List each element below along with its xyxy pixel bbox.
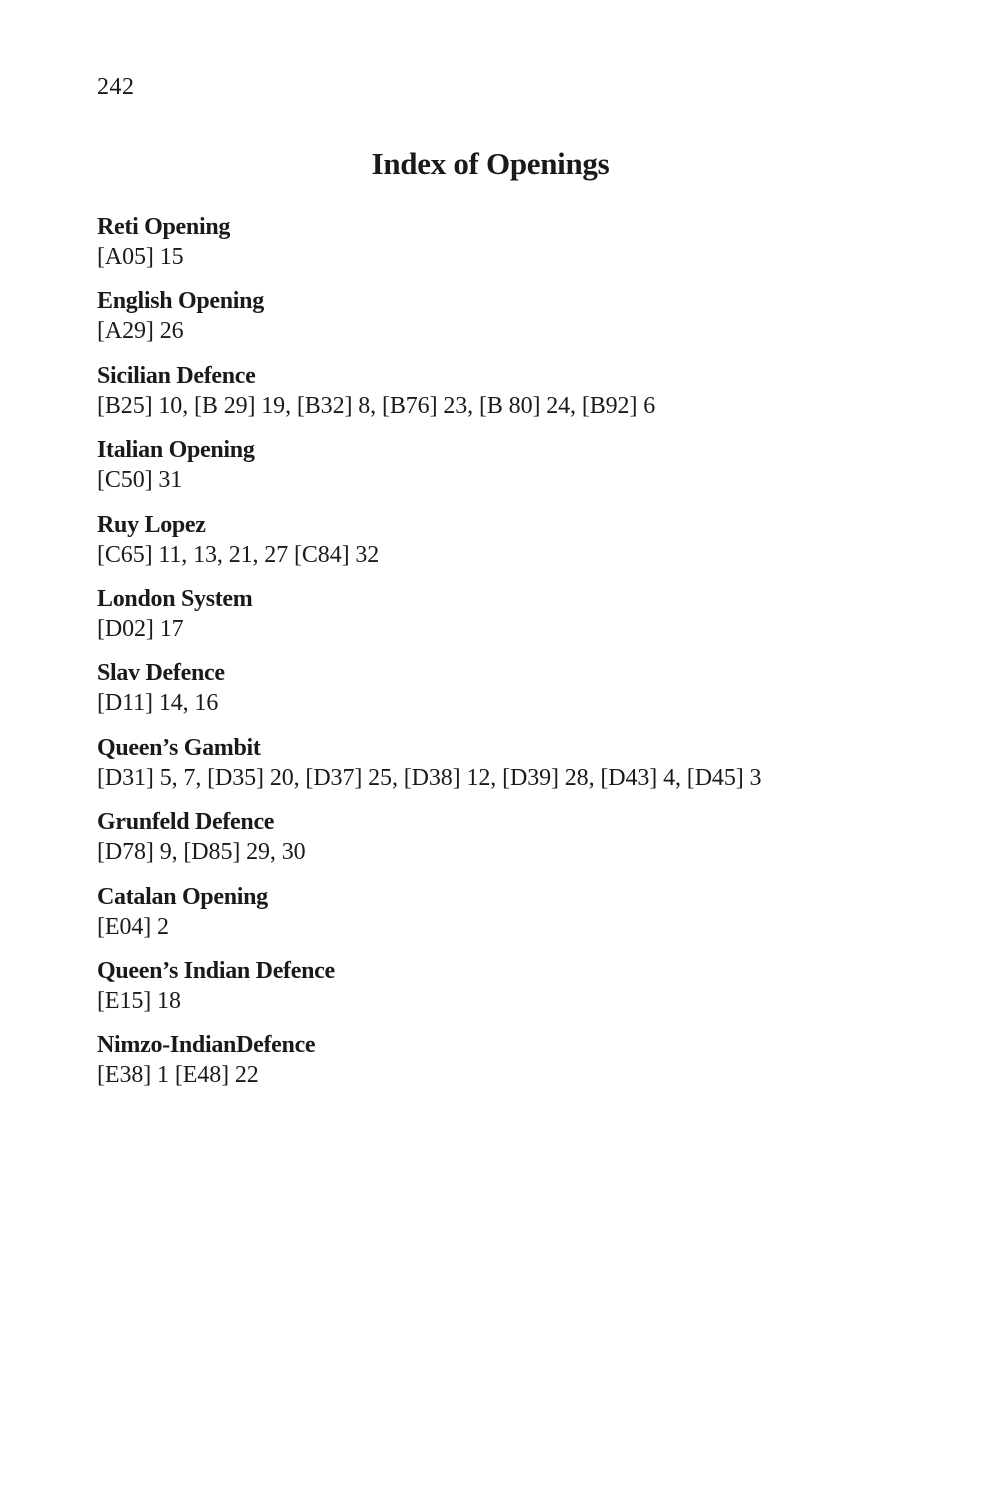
entry-references: [A29] 26 [97, 318, 184, 345]
index-entry-queens-indian-defence [97, 956, 957, 1030]
entry-references: [E04] 2 [97, 913, 169, 940]
index-entry-catalan-opening [97, 882, 957, 956]
page-title: Index of Openings [371, 146, 610, 181]
entry-title: Grunfeld Defence [97, 809, 275, 836]
entry-title: Reti Opening [97, 214, 231, 240]
entry-references: [A05] 15 [97, 244, 184, 270]
entry-references: [E38] 1 [E48] 22 [97, 1062, 259, 1089]
entry-title: Ruy Lopez [97, 511, 206, 538]
index-entry-ruy-lopez [97, 510, 957, 584]
index-entry-slav-defence [97, 658, 957, 732]
entry-references: [E15] 18 [97, 987, 181, 1014]
entry-title: English Opening [97, 288, 264, 315]
entry-references: [D02] 17 [97, 615, 184, 642]
entry-title: Slav Defence [97, 660, 225, 687]
entry-references: [D11] 14, 16 [97, 690, 219, 717]
entry-references: [C65] 11, 13, 21, 27 [C84] 32 [97, 541, 380, 568]
entry-title: Sicilian Defence [97, 362, 256, 389]
index-entry-italian-opening [97, 435, 957, 509]
entry-title: Italian Opening [97, 437, 255, 464]
entry-title: London System [97, 585, 253, 612]
index-entry-english-opening [97, 286, 957, 360]
entry-references: [D78] 9, [D85] 29, 30 [97, 839, 306, 866]
entry-title: Nimzo-IndianDefence [97, 1032, 316, 1059]
entry-title: Queen’s Indian Defence [97, 957, 335, 984]
openings-index-list [97, 212, 957, 1105]
entry-title: Queen’s Gambit [97, 734, 261, 761]
index-entry-queens-gambit [97, 733, 957, 807]
index-entry-nimzo-indian-defence [97, 1030, 957, 1104]
index-entry-sicilian-defence [97, 361, 957, 435]
entry-references: [C50] 31 [97, 467, 183, 494]
entry-references: [B25] 10, [B 29] 19, [B32] 8, [B76] 23, [B 80] 24, [B92] 6 [97, 392, 656, 419]
index-entry-grunfeld-defence [97, 807, 957, 881]
index-entry-reti-opening [97, 212, 957, 286]
page-number: 242 [97, 74, 135, 100]
index-entry-london-system [97, 584, 957, 658]
entry-title: Catalan Opening [97, 883, 268, 910]
entry-references: [D31] 5, 7, [D35] 20, [D37] 25, [D38] 12, [D39] 28, [D43] 4, [D45] 3 [97, 764, 762, 791]
